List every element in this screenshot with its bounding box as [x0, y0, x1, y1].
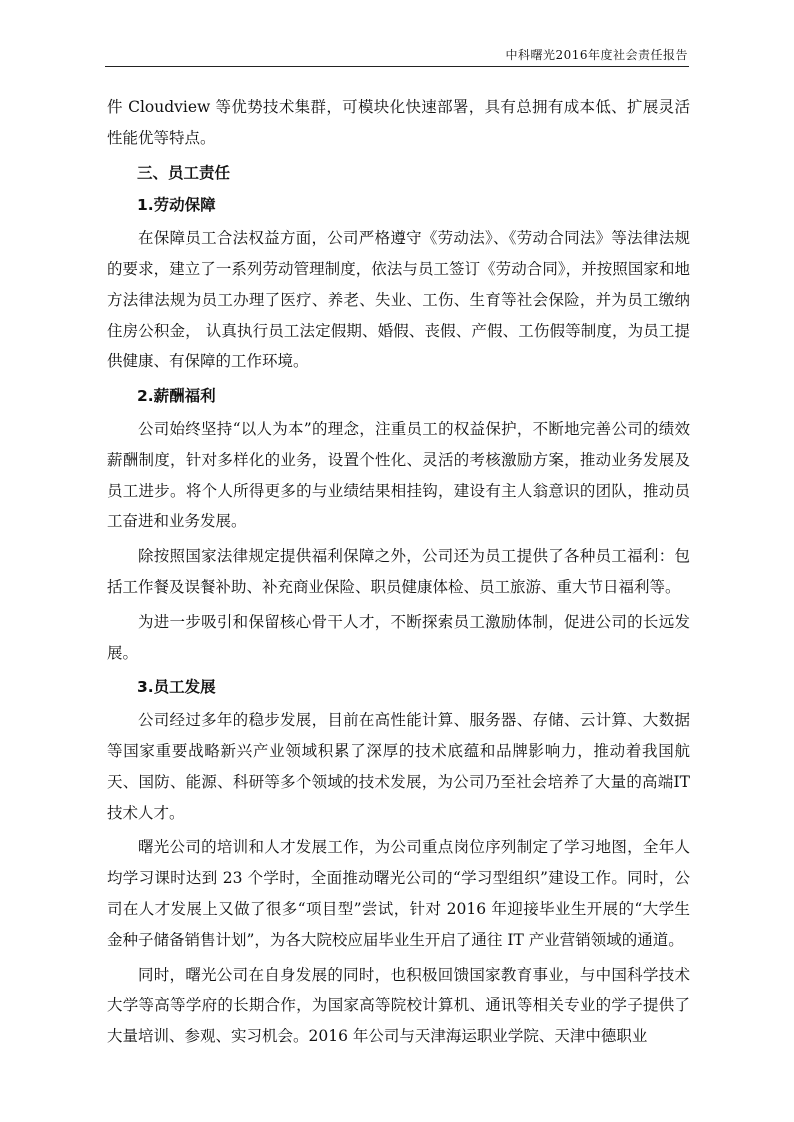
intro-paragraph: 件 Cloudview 等优势技术集群，可模块化快速部署，具有总拥有成本低、扩展灵活性能优等特点。 [107, 98, 690, 147]
paragraph-salary-1: 公司始终坚持“以人为本”的理念，注重员工的权益保护，不断地完善公司的绩效薪酬制度，针对多样化的业务，设置个性化、灵活的考核激励方案，推动业务发展及员工进步。将个人所得更多的与业绩结果相挂钩，建设有主人翁意识的团队，推动员工奋进和业务发展。 [107, 419, 690, 531]
subsection-title-labor: 1.劳动保障 [137, 196, 216, 215]
paragraph-development-3: 同时，曙光公司在自身发展的同时，也积极回馈国家教育事业，与中国科学技术大学等高等学府的长期合作，为国家高等院校计算机、通讯等相关专业的学子提供了大量培训、参观、实习机会。2016 年公司与天津海运职业学院、天津中德职业 [107, 965, 690, 1046]
subsection-title-salary: 2.薪酬福利 [137, 387, 216, 406]
page-header-title: 中科曙光2016年度社会责任报告 [505, 48, 688, 62]
paragraph-development-2: 曙光公司的培训和人才发展工作，为公司重点岗位序列制定了学习地图，全年人均学习课时达到 23 个学时，全面推动曙光公司的“学习型组织”建设工作。同时，公司在人才发展上又做了很多“项目型”尝试，针对 2016 年迎接毕业生开展的“大学生金种子储备销售计划”，为各大院校应届毕业生开启了通往 IT 产业营销领域的通道。 [107, 838, 690, 949]
paragraph-salary-3: 为进一步吸引和保留核心骨干人才，不断探索员工激励体制，促进公司的长远发展。 [107, 612, 690, 662]
subsection-title-development: 3.员工发展 [137, 678, 216, 697]
header-divider [105, 66, 689, 67]
section-title: 三、员工责任 [137, 163, 231, 182]
paragraph-salary-2: 除按照国家法律规定提供福利保障之外，公司还为员工提供了各种员工福利：包括工作餐及误餐补助、补充商业保险、职员健康体检、员工旅游、重大节日福利等。 [107, 547, 690, 596]
paragraph-labor-1: 在保障员工合法权益方面，公司严格遵守《劳动法》、《劳动合同法》等法律法规的要求，建立了一系列劳动管理制度，依法与员工签订《劳动合同》，并按照国家和地方法律法规为员工办理了医疗、养老、失业、工伤、生育等社会保险，并为员工缴纳住房公积金， 认真执行员工法定假期、婚假、丧假、产假、工伤假等制度，为员工提供健康、有保障的工作环境。 [107, 229, 690, 371]
paragraph-development-1: 公司经过多年的稳步发展，目前在高性能计算、服务器、存储、云计算、大数据等国家重要战略新兴产业领域积累了深厚的技术底蕴和品牌影响力，推动着我国航天、国防、能源、科研等多个领域的技术发展，为公司乃至社会培养了大量的高端IT技术人才。 [107, 711, 690, 822]
document-body [107, 92, 690, 1056]
